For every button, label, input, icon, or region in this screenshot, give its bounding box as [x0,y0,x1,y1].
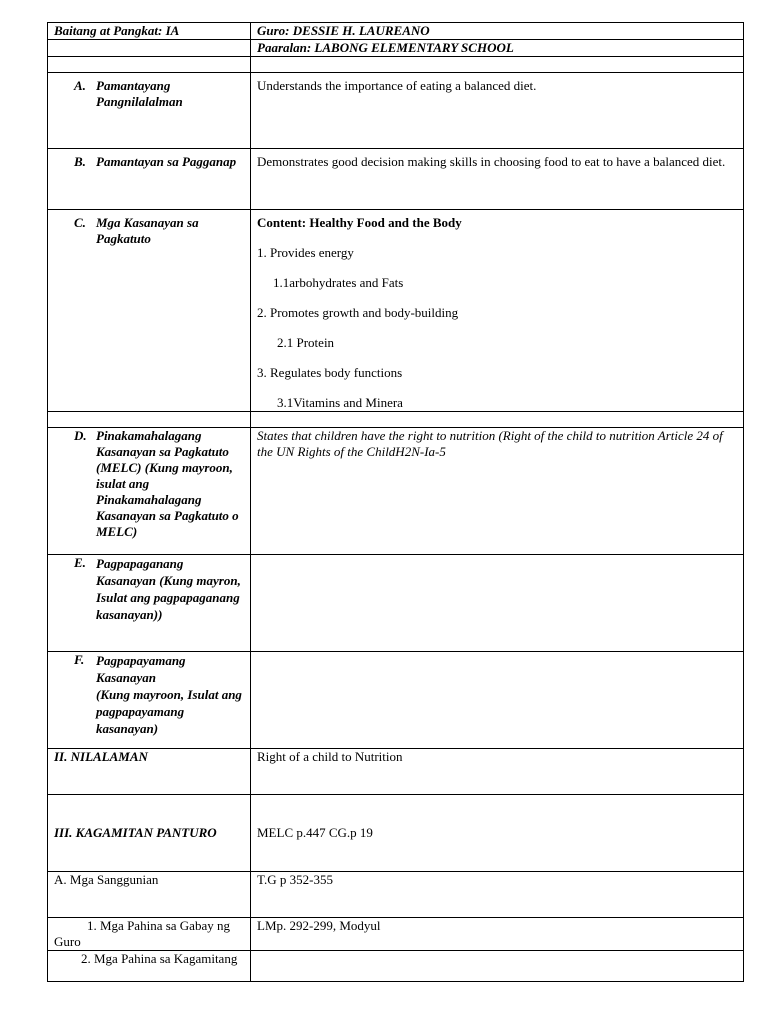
section-a-value: Understands the importance of eating a balanced diet. [251,73,744,149]
row-gabay-ng-guro [48,918,744,951]
content-title: Content: Healthy Food and the Body [257,215,462,230]
content-item: 3.1Vitamins and Minera [277,395,403,410]
row-mga-sanggunian [48,872,744,918]
row-pagpapayamang-kasanayan [48,652,744,749]
section-d-letter: D. [74,428,87,443]
row-pamantayan-sa-pagganap [48,149,744,210]
row-melc [48,428,744,555]
section-f-label-cell [48,652,251,749]
section-f-letter: F. [74,652,85,667]
section-e-letter: E. [74,555,86,570]
references-p1-label-cell [48,918,251,951]
section-a-label-cell [48,73,251,149]
section-ii-value: Right of a child to Nutrition [251,749,744,795]
section-b-label: Pamantayan sa Pagganap [96,154,237,169]
section-f-value [251,652,744,749]
section-d-label-cell [48,428,251,555]
lesson-plan-table [47,22,744,982]
header-row-2 [48,40,744,57]
section-c-content [251,210,744,412]
section-b-label-cell [48,149,251,210]
references-p2-label: 2. Mga Pahina sa Kagamitang [81,951,238,966]
content-item: 3. Regulates body functions [257,365,403,380]
empty-cell [48,57,251,73]
row-mga-kasanayan [48,210,744,412]
section-f-label [96,652,244,737]
references-p2-label-cell [48,951,251,982]
section-d-value: States that children have the right to nutrition (Right of the child to nutrition Article 24 of the UN Rights of the ChildH2N-Ia-5 [251,428,744,555]
references-p1-label: 1. Mga Pahina sa Gabay ng Guro [54,918,230,949]
section-f-label-line1: Pagpapayamang Kasanayan [96,653,186,685]
empty-cell [251,412,744,428]
section-a-label: Pamantayang Pangnilalalman [96,78,183,109]
row-nilalaman [48,749,744,795]
section-f-label-line2: (Kung mayroon, Isulat ang pagpapayamang kasanayan) [96,687,242,736]
row-pagpapaganang-kasanayan [48,555,744,652]
row-kagamitan-panturo [48,795,744,872]
section-iii-label: III. KAGAMITAN PANTURO [48,795,251,872]
section-ii-label: II. NILALAMAN [48,749,251,795]
references-p1-value: LMp. 292-299, Modyul [251,918,744,951]
empty-cell [251,57,744,73]
section-c-label-cell [48,210,251,412]
section-iii-value: MELC p.447 CG.p 19 [251,795,744,872]
section-e-label: Pagpapaganang Kasanayan (Kung mayron, Isulat ang pagpapaganang kasanayan)) [96,556,241,622]
content-item: 2. Promotes growth and body-building [257,305,459,320]
section-e-value [251,555,744,652]
references-a-label: A. Mga Sanggunian [48,872,251,918]
school-cell: Paaralan: LABONG ELEMENTARY SCHOOL [251,40,744,57]
section-c-label: Mga Kasanayan sa Pagkatuto [96,215,199,246]
empty-cell [48,40,251,57]
section-a-letter: A. [74,78,86,93]
section-c-letter: C. [74,215,86,230]
section-e-label-cell [48,555,251,652]
row-pamantayang-pangnilalaman [48,73,744,149]
references-a-value: T.G p 352-355 [251,872,744,918]
grade-section-cell: Baitang at Pangkat: IA [48,23,251,40]
section-b-letter: B. [74,154,86,169]
row-kagamitang [48,951,744,982]
content-item: 1.1arbohydrates and Fats [273,275,404,290]
section-b-value: Demonstrates good decision making skills in choosing food to eat to have a balanced diet. [251,149,744,210]
content-item: 2.1 Protein [277,335,335,350]
empty-cell [48,412,251,428]
spacer-row [48,412,744,428]
references-p2-value [251,951,744,982]
spacer-row [48,57,744,73]
header-row-1 [48,23,744,40]
content-item: 1. Provides energy [257,245,354,260]
section-d-label: Pinakamahalagang Kasanayan sa Pagkatuto (MELC) (Kung mayroon, isulat ang Pinakamahalagang Kasanayan sa Pagkatuto o MELC) [96,428,239,539]
teacher-cell: Guro: DESSIE H. LAUREANO [251,23,744,40]
